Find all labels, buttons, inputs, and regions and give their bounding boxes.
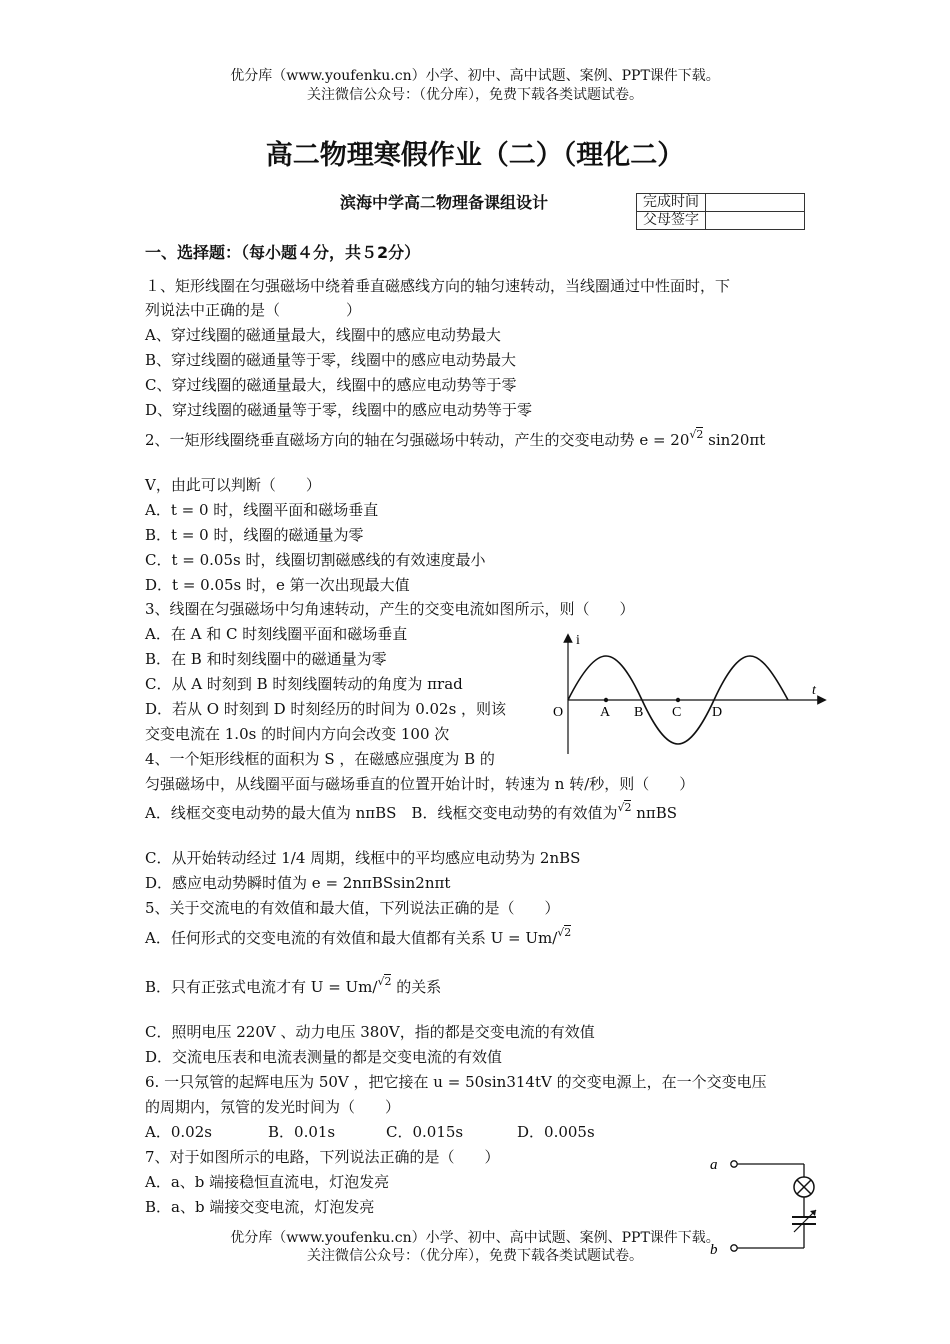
terminal-b-label: b <box>710 1242 718 1258</box>
label-t: t <box>812 683 816 698</box>
footer-line-2: 关注微信公众号：（优分库），免费下载各类试题试卷。 <box>307 1248 643 1264</box>
q1-option-c: C、穿过线圈的磁通量最大，线圈中的感应电动势等于零 <box>145 376 517 394</box>
q3-option-c: C．从 A 时刻到 B 时刻线圈转动的角度为 πrad <box>145 675 463 693</box>
header-line-2: 关注微信公众号：（优分库），免费下载各类试题试卷。 <box>307 87 643 103</box>
q5-option-b-post: 的关系 <box>391 978 442 996</box>
lamp-icon <box>794 1177 814 1197</box>
section-heading: 一、选择题：（每小题４分，共５2分） <box>145 243 421 262</box>
sign-label-parent: 父母签字 <box>637 212 706 230</box>
q4-option-c: C．从开始转动经过 1/4 周期，线框中的平均感应电动势为 2nBS <box>145 849 581 867</box>
q5-option-a-pre: A．任何形式的交变电流的有效值和最大值都有关系 U = Um/ <box>145 929 558 947</box>
q5-option-c: C．照明电压 220V 、动力电压 380V，指的都是交变电流的有效值 <box>145 1023 595 1041</box>
q1-stem-b <box>145 300 361 320</box>
q4-stem-a: 4、一个矩形线框的面积为 S ，在磁感应强度为 B 的 <box>145 750 495 768</box>
label-d: D <box>712 705 723 720</box>
sign-table <box>636 193 805 230</box>
q4-stem-b: 匀强磁场中，从线圈平面与磁场垂直的位置开始计时，转速为 n 转/秒，则（ ） <box>145 775 695 793</box>
q2-option-d: D．t = 0.05s 时，e 第一次出现最大值 <box>145 576 410 594</box>
q4-sqrt: √2 <box>617 801 632 814</box>
sign-row-parent <box>637 212 805 230</box>
footer-line-1: 优分库（www.youfenku.cn）小学、初中、高中试题、案例、PPT课件下载。 <box>230 1230 720 1246</box>
q5-option-d: D．交流电压表和电流表测量的都是交变电流的有效值 <box>145 1048 503 1066</box>
q5-option-b <box>145 977 441 999</box>
q5-option-a <box>145 928 571 950</box>
q4-option-ab <box>145 803 677 825</box>
label-b: B <box>634 705 644 720</box>
q7-stem: 7、对于如图所示的电路，下列说法正确的是（ ） <box>145 1148 500 1166</box>
q3-option-a: A．在 A 和 C 时刻线圈平面和磁场垂直 <box>145 625 408 643</box>
q2-stem-pre: 2、一矩形线圈绕垂直磁场方向的轴在匀强磁场中转动，产生的交变电动势 e = 20 <box>145 431 690 449</box>
q6-stem-a: 6. 一只氖管的起辉电压为 50V ，把它接在 u = 50sin314tV 的交变电源上，在一个交变电压 <box>145 1073 767 1091</box>
terminal-a-label: a <box>710 1157 718 1173</box>
q5-stem: 5、关于交流电的有效值和最大值，下列说法正确的是（ ） <box>145 899 560 917</box>
q4-option-d: D．感应电动势瞬时值为 e = 2nπBSsin2nπt <box>145 874 451 892</box>
subtitle: 滨海中学高二物理备课组设计 <box>340 193 549 212</box>
point-c <box>676 698 680 702</box>
label-i: i <box>576 633 580 648</box>
q1-option-b: B、穿过线圈的磁通量等于零，线圈中的感应电动势最大 <box>145 351 517 369</box>
point-a <box>604 698 608 702</box>
q2-option-b: B．t = 0 时，线圈的磁通量为零 <box>145 526 364 544</box>
q4-option-ab-post: nπBS <box>631 804 678 822</box>
q2-sqrt: √2 <box>689 428 704 441</box>
q5-sqrt-b: √2 <box>377 975 392 988</box>
header-line-1: 优分库（www.youfenku.cn）小学、初中、高中试题、案例、PPT课件下载。 <box>230 68 720 84</box>
page-title: 高二物理寒假作业（二）（理化二） <box>265 140 685 171</box>
q7-option-b: B．a、b 端接交变电流，灯泡发亮 <box>145 1198 375 1216</box>
sign-label-time: 完成时间 <box>637 194 706 212</box>
q3-option-b: B．在 B 和时刻线圈中的磁通量为零 <box>145 650 387 668</box>
q6-stem-b: 的周期内，氖管的发光时间为（ ） <box>145 1098 401 1116</box>
q2-stem <box>145 430 765 452</box>
sign-row-time <box>637 194 805 212</box>
q1-stem-a: １、矩形线圈在匀强磁场中绕着垂直磁感线方向的轴匀速转动，当线圈通过中性面时，下 <box>145 277 731 295</box>
q5-option-b-pre: B．只有正弦式电流才有 U = Um/ <box>145 978 378 996</box>
q2-option-c: C．t = 0.05s 时，线圈切割磁感线的有效速度最小 <box>145 551 486 569</box>
current-graph <box>546 628 830 760</box>
q3-option-d-2: 交变电流在 1.0s 的时间内方向会改变 100 次 <box>145 725 450 743</box>
label-c: C <box>672 705 682 720</box>
q4-option-ab-pre: A．线框交变电动势的最大值为 nπBS B．线框交变电动势的有效值为 <box>145 804 618 822</box>
q2-stem-post: sin20πt <box>703 431 766 449</box>
q2-stem-b: V，由此可以判断（ ） <box>145 476 321 494</box>
q6-option-d: D．0.005s <box>517 1123 595 1141</box>
q1-option-a: A、穿过线圈的磁通量最大，线圈中的感应电动势最大 <box>145 326 501 344</box>
q2-option-a: A．t = 0 时，线圈平面和磁场垂直 <box>145 501 379 519</box>
q1-stem-b-post: ） <box>346 301 362 319</box>
terminal-a <box>731 1161 737 1167</box>
q6-option-a: A．0.02s <box>145 1123 212 1141</box>
q7-option-a: A．a、b 端接稳恒直流电，灯泡发亮 <box>145 1173 390 1191</box>
q5-sqrt-a: √2 <box>557 926 572 939</box>
label-a: A <box>600 705 611 720</box>
label-o: O <box>553 705 564 720</box>
q1-option-d: D、穿过线圈的磁通量等于零，线圈中的感应电动势等于零 <box>145 401 533 419</box>
sign-value-time[interactable] <box>706 194 805 212</box>
sign-value-parent[interactable] <box>706 212 805 230</box>
q6-option-b: B．0.01s <box>268 1123 336 1141</box>
q6-option-c: C．0.015s <box>386 1123 464 1141</box>
q1-stem-b-pre: 列说法中正确的是（ <box>145 301 281 319</box>
q3-option-d-1: D．若从 O 时刻到 D 时刻经历的时间为 0.02s ，则该 <box>145 700 507 718</box>
q3-stem: 3、线圈在匀强磁场中匀角速转动，产生的交变电流如图所示，则（ ） <box>145 600 635 618</box>
